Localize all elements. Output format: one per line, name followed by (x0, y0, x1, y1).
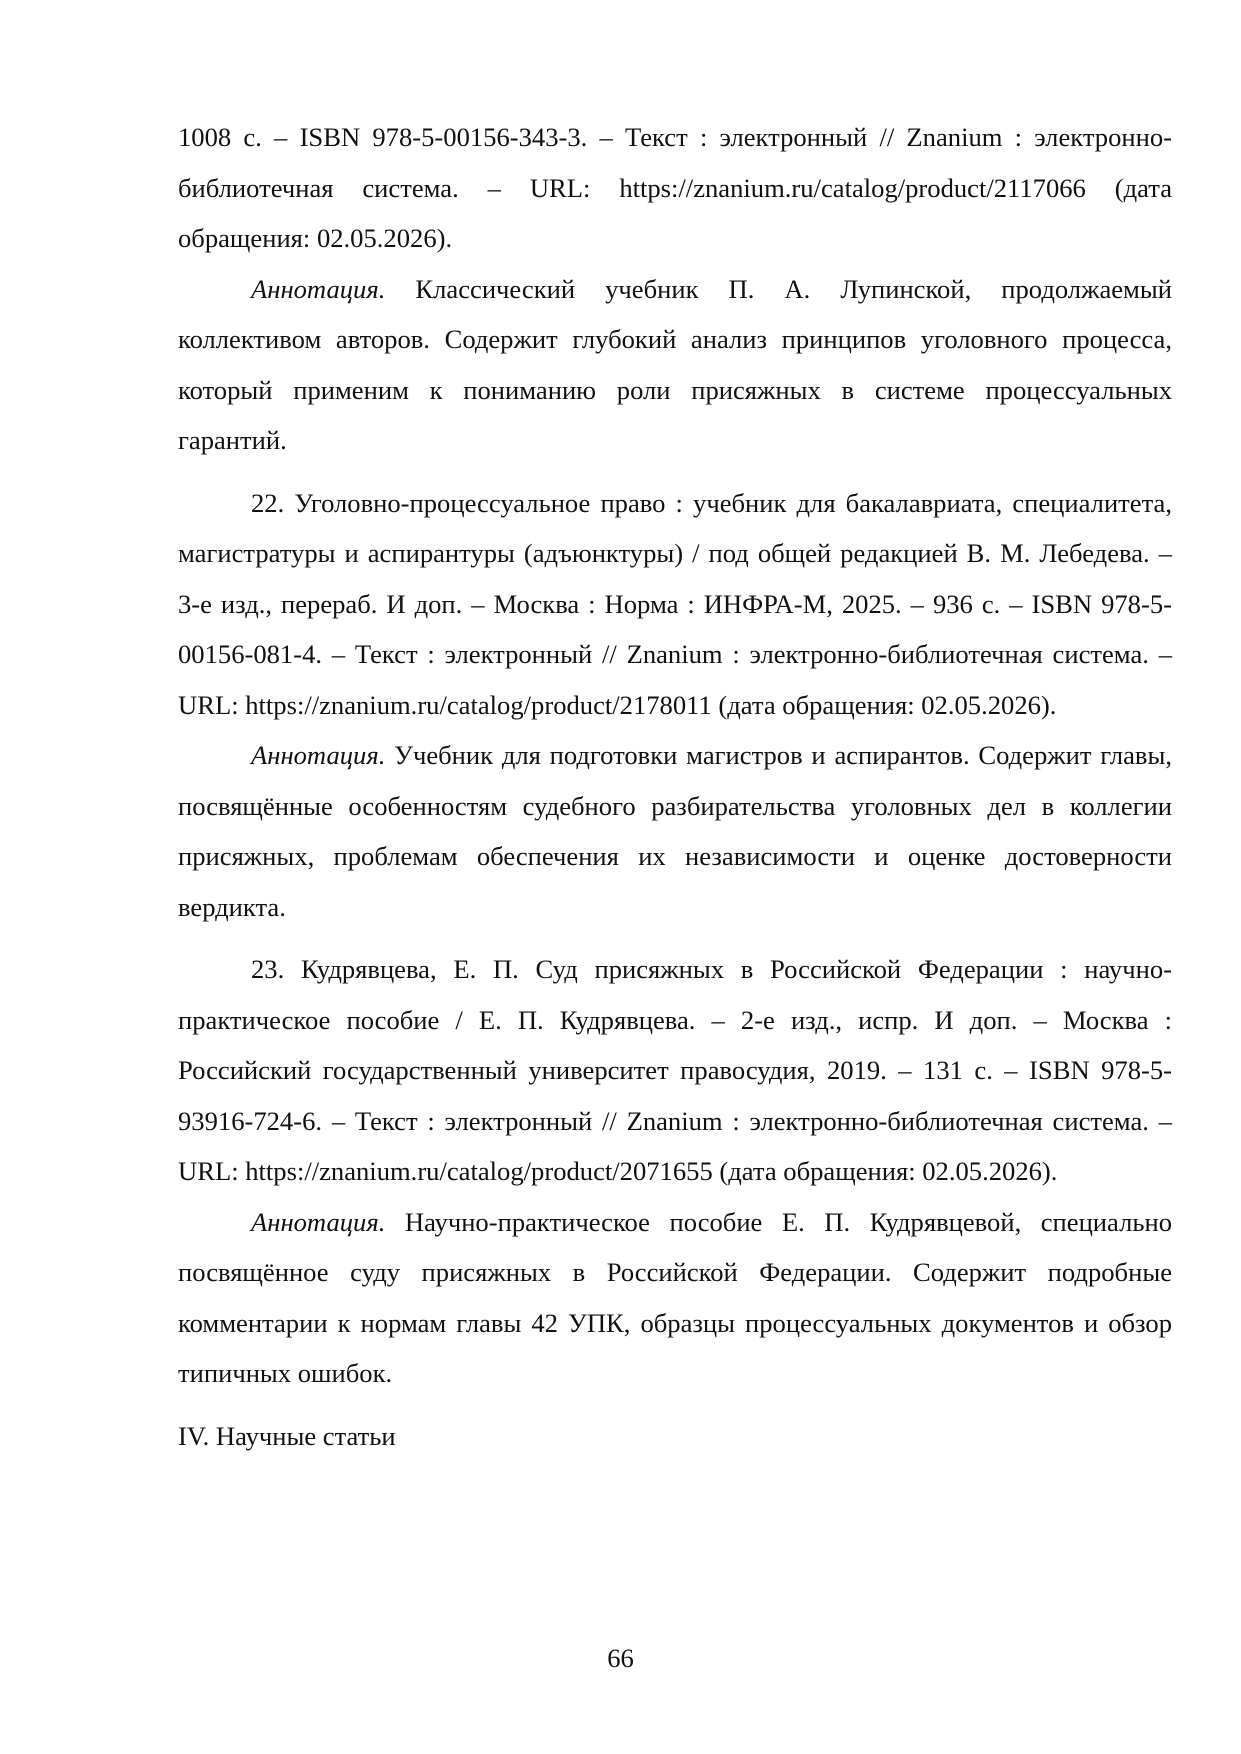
document-page (178, 112, 1172, 1461)
annotation-text: Научно-практическое пособие Е. П. Кудрявцевой, специально посвящённое суду присяжных в Российской Федерации. Содержит подробные комментарии к нормам главы 42 УПК, образцы процессуальных документов и обзор типичных ошибок. (178, 1206, 1172, 1388)
annotation-label: Аннотация. (251, 740, 386, 770)
section-heading: IV. Научные статьи (178, 1420, 396, 1451)
annotation-text: Классический учебник П. А. Лупинской, продолжаемый коллективом авторов. Содержит глубокий анализ принципов уголовного процесса, который применим к пониманию роли присяжных в системе процессуальных гарантий. (178, 273, 1172, 455)
entry-22-annotation (178, 730, 1172, 932)
entry-22-citation: 22. Уголовно-процессуальное право : учебник для бакалавриата, специалитета, магистратуры и аспирантуры (адъюнктуры) / под общей редакцией В. М. Лебедева. – 3-е изд., перераб. И доп. – Москва : Норма : ИНФРА-М, 2025. – 936 с. – ISBN 978-5-00156-081-4. – Текст : электронный // Znanium : электронно-библиотечная система. – URL: https://znanium.ru/catalog/product/2178011 (дата обращения: 02.05.2026). (178, 487, 1172, 720)
entry-23-citation: 23. Кудрявцева, Е. П. Суд присяжных в Российской Федерации : научно-практическое пособие / Е. П. Кудрявцева. – 2-е изд., испр. И доп. – Москва : Российский государственный университет правосудия, 2019. – 131 с. – ISBN 978-5-93916-724-6. – Текст : электронный // Znanium : электронно-библиотечная система. – URL: https://znanium.ru/catalog/product/2071655 (дата обращения: 02.05.2026). (178, 954, 1172, 1186)
entry-23-annotation (178, 1197, 1172, 1399)
annotation-label: Аннотация. (251, 1206, 386, 1237)
annotation-label: Аннотация. (251, 273, 386, 304)
entry-21-annotation (178, 264, 1172, 466)
annotation-text: Учебник для подготовки магистров и аспирантов. Содержит главы, посвящённые особенностям судебного разбирательства уголовных дел в коллегии присяжных, проблемам обеспечения их независимости и оценке достоверности вердикта. (178, 740, 1172, 922)
entry-21-continuation: 1008 с. – ISBN 978-5-00156-343-3. – Текст : электронный // Znanium : электронно-библиотечная система. – URL: https://znanium.ru/catalog/product/2117066 (дата обращения: 02.05.2026). (178, 122, 1172, 253)
page-number: 66 (607, 1643, 634, 1673)
